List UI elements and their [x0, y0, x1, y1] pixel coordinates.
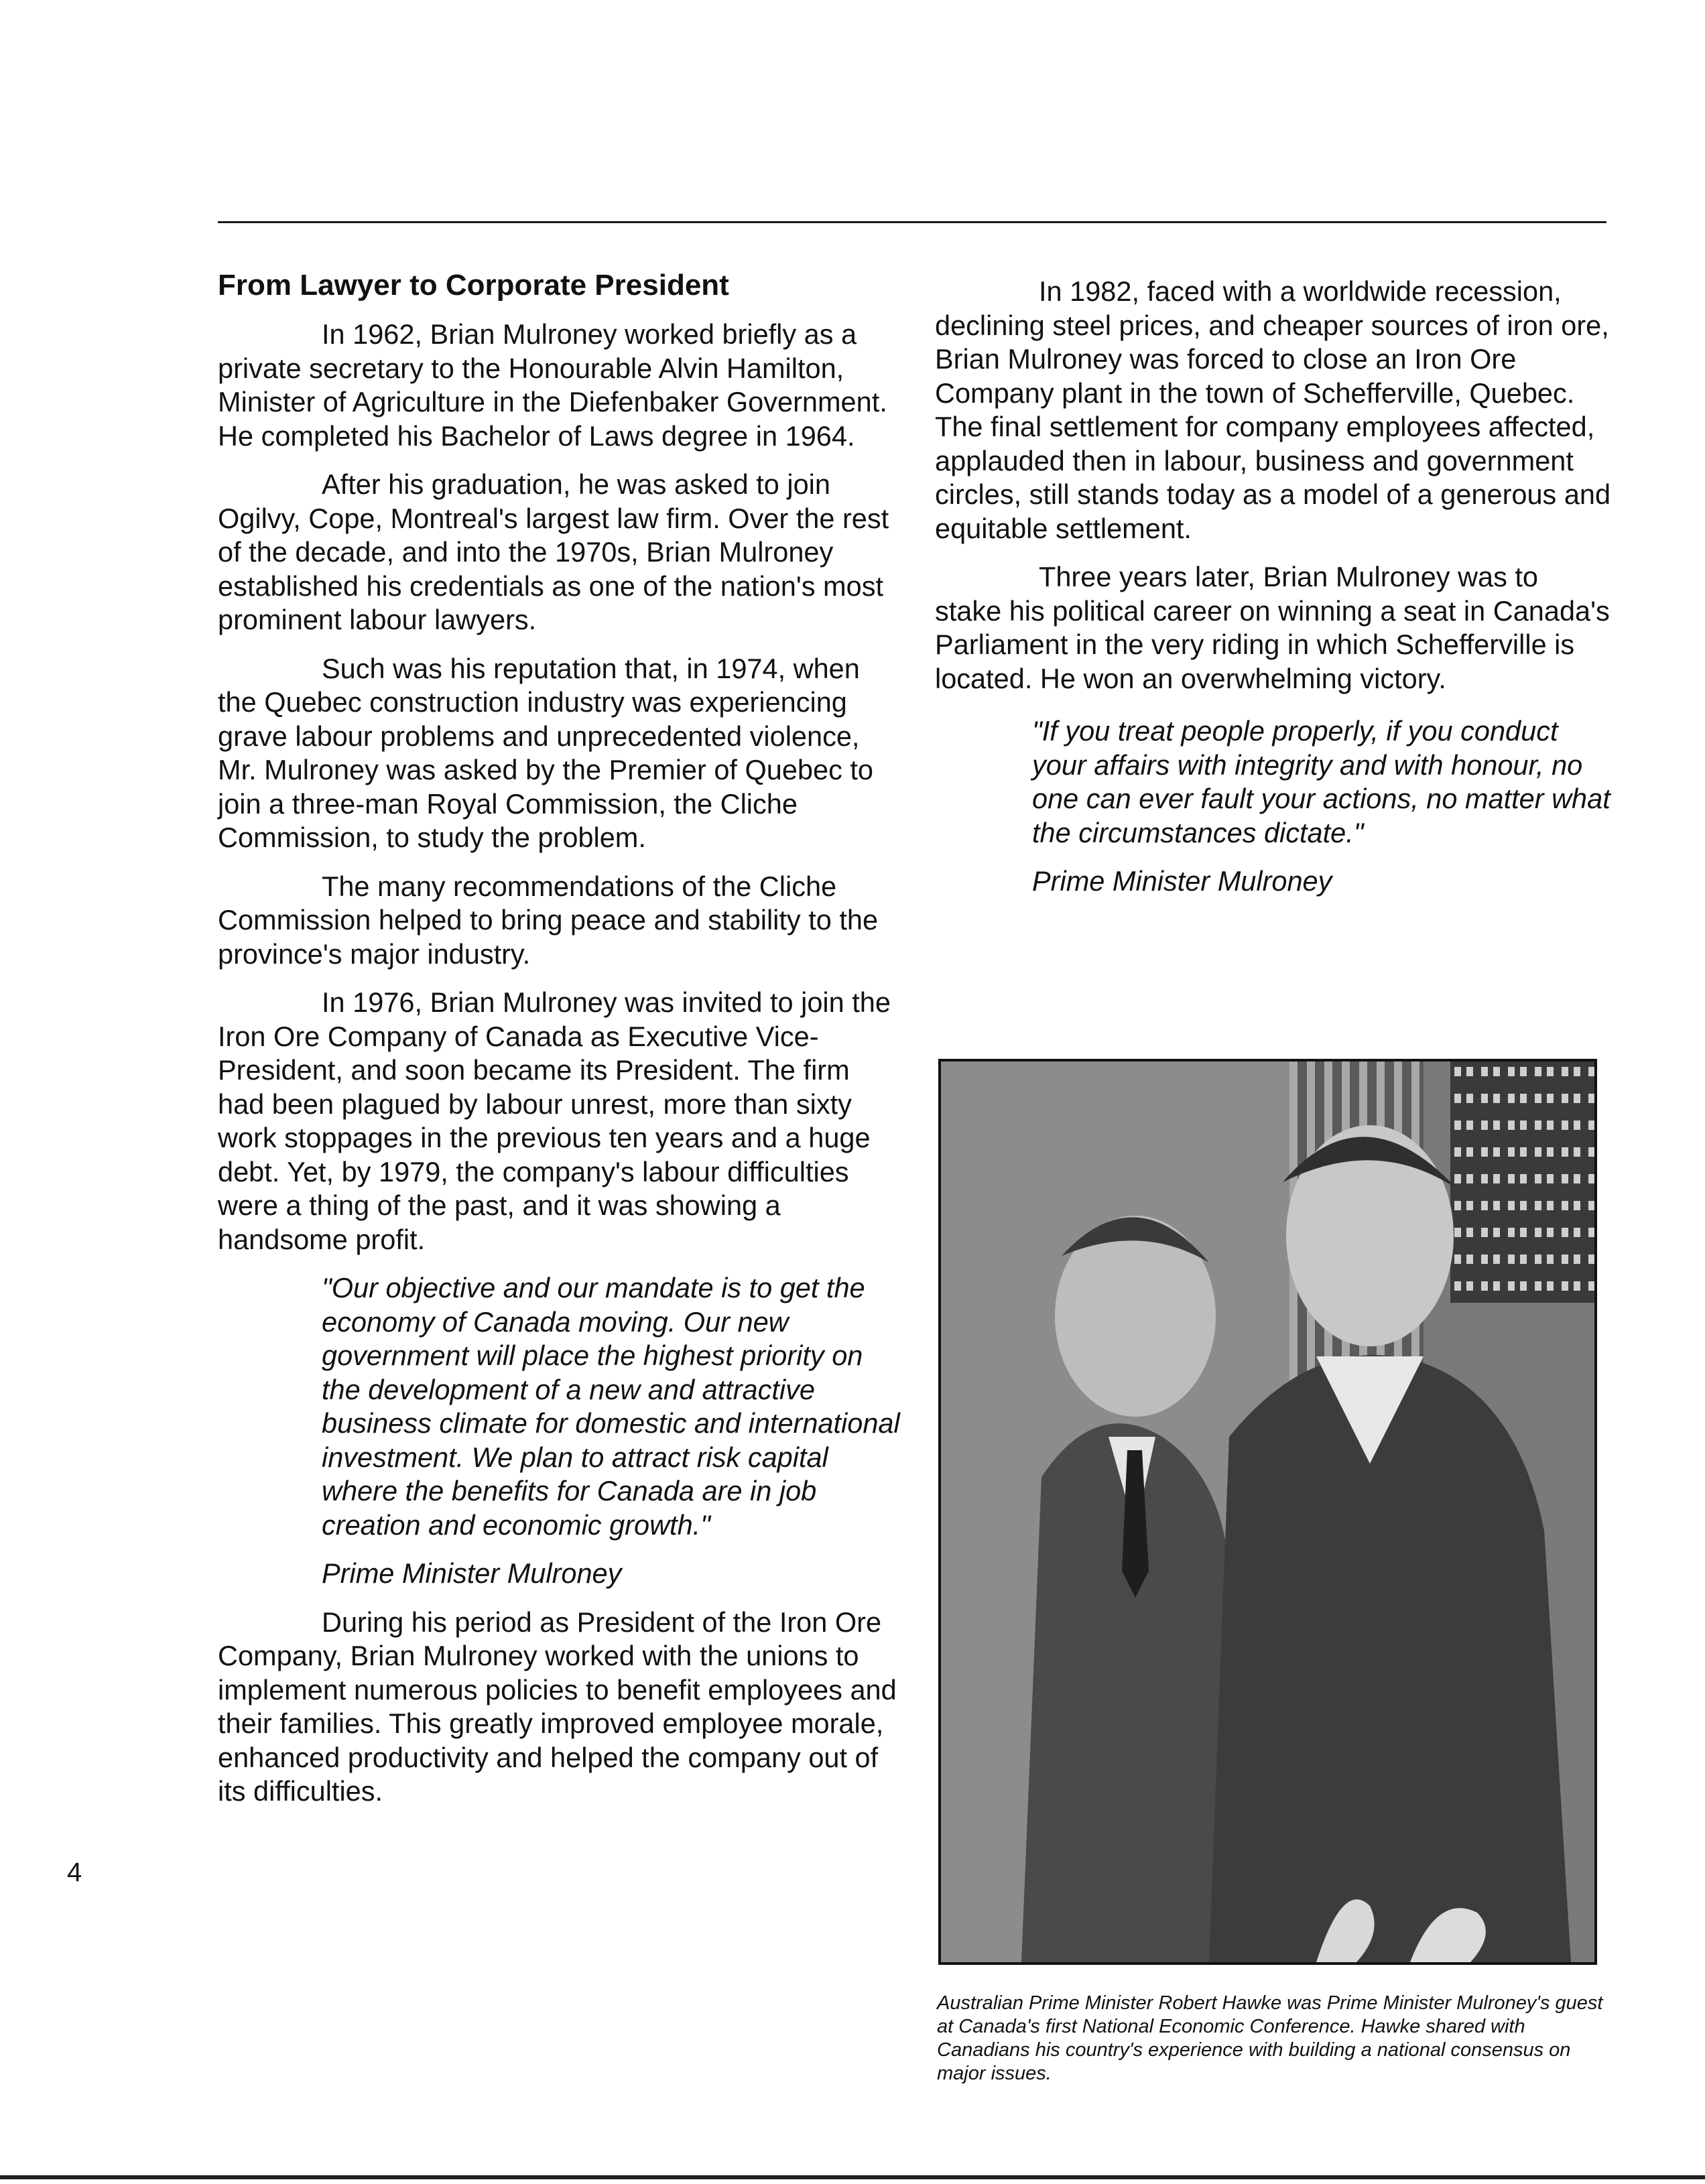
paragraph: During his period as President of the Iron Ore Company, Brian Mulroney worked with the unions to implement numerous policies to benefit employees and their families. This greatly improved employee morale, enhanced productivity and helped the company out of its difficulties.: [218, 1606, 897, 1807]
paragraph: In 1962, Brian Mulroney worked briefly as a private secretary to the Honourable Alvin Hamilton, Minister of Agriculture in the Diefenbaker Government. He completed his Bachelor of Laws degree in 1964.: [218, 318, 887, 452]
header-rule: [218, 221, 1606, 223]
page-number: 4: [67, 1858, 82, 1887]
photo: [938, 1059, 1597, 1965]
paragraph: After his graduation, he was asked to join Ogilvy, Cope, Montreal's largest law firm. Over the rest of the decade, and into the 1970s, Brian Mulroney established his credentials as one of the nation's most prominent labour lawyers.: [218, 468, 889, 635]
paragraph: In 1982, faced with a worldwide recession, declining steel prices, and cheaper sources of iron ore, Brian Mulroney was forced to close an Iron Ore Company plant in the town of Schefferville, Quebec. The final settlement for company employees affected, applauded then in labour, business and government circles, still stands today as a model of a generous and equitable settlement.: [935, 275, 1611, 544]
pull-quote: "If you treat people properly, if you conduct your affairs with integrity and with honour, no one can ever fault your actions, no matter what the circumstances dictate.": [1032, 715, 1611, 848]
paragraph: The many recommendations of the Cliche Commission helped to bring peace and stability to the province's major industry.: [218, 870, 879, 970]
photo-image: [941, 1062, 1594, 1962]
paragraph: In 1976, Brian Mulroney was invited to join the Iron Ore Company of Canada as Executive Vice-President, and soon became its President. The firm had been plagued by labour unrest, more than sixty work stoppages in the previous ten years and a huge debt. Yet, by 1979, the company's labour difficulties were a thing of the past, and it was showing a handsome profit.: [218, 986, 891, 1255]
page-edge: [0, 2175, 1705, 2179]
photo-caption: Australian Prime Minister Robert Hawke was Prime Minister Mulroney's guest at Canada's first National Economic Conference. Hawke shared with Canadians his country's experience with building a national consensus on major issues.: [937, 1992, 1603, 2084]
right-column: [935, 275, 1612, 913]
left-column: [218, 268, 901, 1823]
pull-quote: "Our objective and our mandate is to get the economy of Canada moving. Our new government will place the highest priority on the development of a new and attractive business climate for domestic and international investment. We plan to attract risk capital where the benefits for Canada are in job creation and economic growth.": [322, 1272, 900, 1541]
quote-attribution: Prime Minister Mulroney: [322, 1557, 622, 1589]
paragraph: Three years later, Brian Mulroney was to stake his political career on winning a seat in Canada's Parliament in the very riding in which Schefferville is located. He won an overwhelming victory.: [935, 561, 1610, 694]
paragraph: Such was his reputation that, in 1974, when the Quebec construction industry was experiencing grave labour problems and unprecedented violence, Mr. Mulroney was asked by the Premier of Quebec to join a three-man Royal Commission, the Cliche Commission, to study the problem.: [218, 652, 873, 853]
quote-attribution: Prime Minister Mulroney: [1032, 865, 1332, 897]
section-heading: From Lawyer to Corporate President: [218, 269, 729, 302]
